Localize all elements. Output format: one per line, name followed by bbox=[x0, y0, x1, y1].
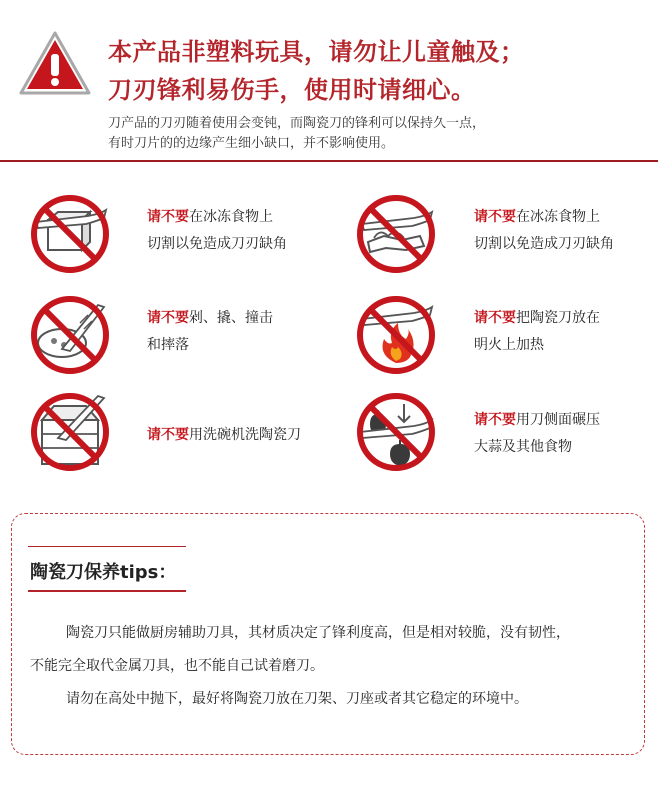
header-divider bbox=[0, 160, 658, 162]
tips-paragraph-1-line-2: 不能完全取代金属刀具，也不能自己试着磨刀。 bbox=[30, 658, 324, 674]
warning-text-dishwasher: 请不要用洗碗机洗陶瓷刀 bbox=[147, 427, 301, 443]
warning-text-side-press: 请不要用刀侧面碾压 大蒜及其他食物 bbox=[474, 412, 600, 455]
pry-knock-prohibited-icon bbox=[28, 293, 112, 377]
frozen-food-prohibited-icon bbox=[28, 192, 112, 276]
warning-text-pry-knock: 请不要剁、撬、撞击 和摔落 bbox=[147, 310, 273, 353]
dishwasher-prohibited-icon bbox=[28, 390, 112, 474]
frozen-food-prohibited-icon bbox=[354, 192, 438, 276]
tips-title: 陶瓷刀保养tips： bbox=[30, 562, 177, 583]
subtext-line-1: 刀产品的刀刃随着使用会变钝，而陶瓷刀的锋利可以保持久一点， bbox=[108, 116, 486, 131]
warning-text-frozen-right: 请不要在冰冻食物上 切割以免造成刀刃缺角 bbox=[474, 209, 614, 252]
subtext-line-2: 有时刀片的的边缘产生细小缺口，并不影响使用。 bbox=[108, 136, 395, 151]
open-flame-prohibited-icon bbox=[354, 293, 438, 377]
headline-line-1: 本产品非塑料玩具，请勿让儿童触及； bbox=[108, 38, 525, 66]
tips-title-top-rule bbox=[28, 546, 186, 547]
side-press-prohibited-icon bbox=[354, 390, 438, 474]
tips-paragraph-2: 请勿在高处中抛下，最好将陶瓷刀放在刀架、刀座或者其它稳定的环境中。 bbox=[66, 691, 528, 707]
warning-text-open-flame: 请不要把陶瓷刀放在 明火上加热 bbox=[474, 310, 600, 353]
warning-text-frozen-left: 请不要在冰冻食物上 切割以免造成刀刃缺角 bbox=[147, 209, 287, 252]
warning-triangle-icon bbox=[18, 30, 92, 96]
headline-line-2: 刀刃锋利易伤手，使用时请细心。 bbox=[108, 76, 476, 104]
tips-paragraph-1-line-1: 陶瓷刀只能做厨房辅助刀具，其材质决定了锋利度高，但是相对较脆，没有韧性， bbox=[66, 625, 570, 641]
tips-title-underline bbox=[28, 590, 186, 592]
